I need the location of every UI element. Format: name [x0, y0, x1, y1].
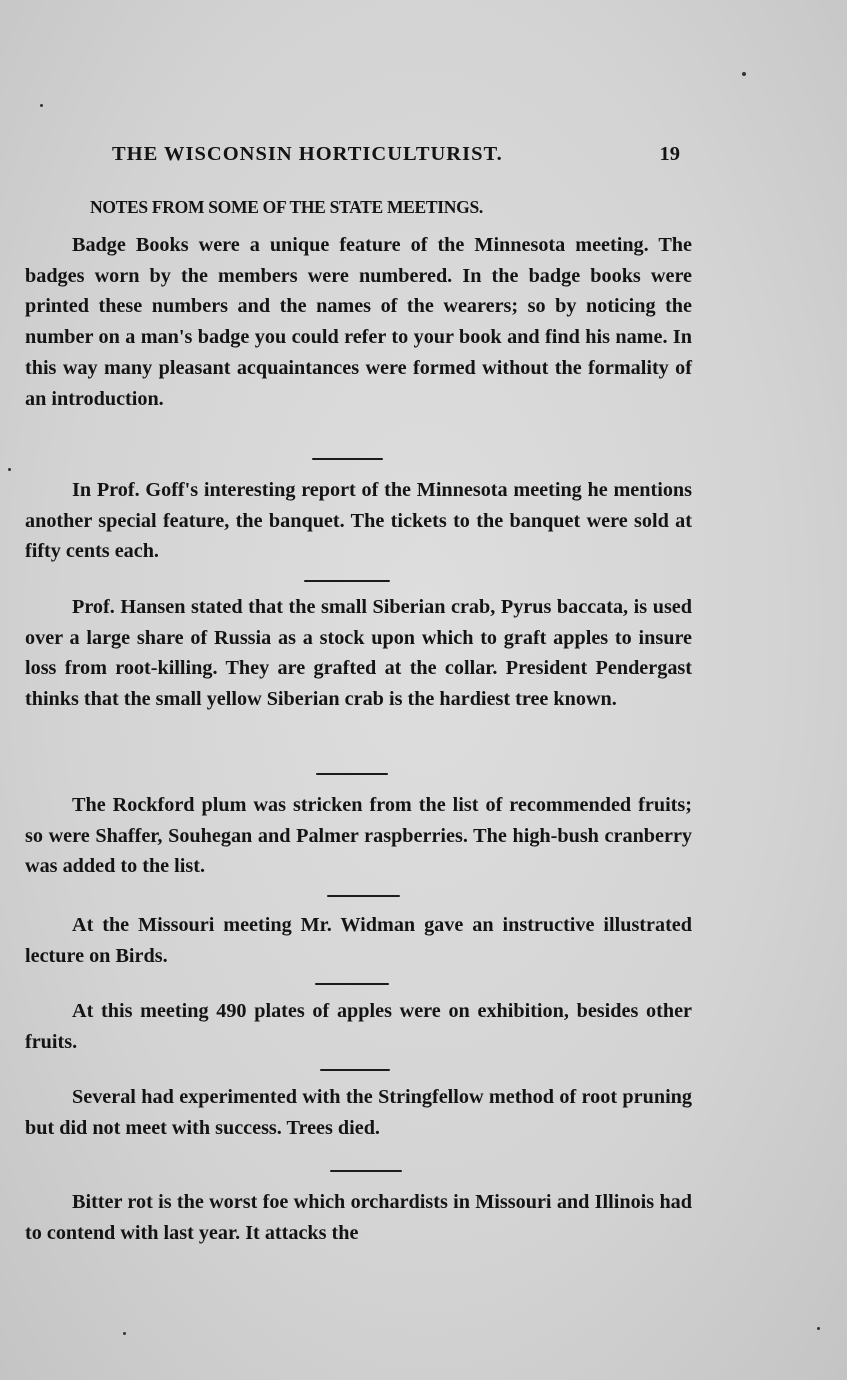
- section-divider: [330, 1170, 402, 1172]
- paragraph-apple-plates: [25, 996, 692, 1057]
- ink-speck: [123, 1332, 126, 1335]
- paragraph-text: At this meeting 490 plates of apples were on exhibition, besides other fruits.: [25, 1000, 692, 1053]
- paragraph-text: At the Missouri meeting Mr. Widman gave an instructive illustrated lecture on Birds.: [25, 914, 692, 967]
- paragraph-root-pruning: [25, 1082, 692, 1143]
- section-divider: [320, 1069, 390, 1071]
- ink-speck: [742, 72, 746, 76]
- paragraph-text: The Rockford plum was stricken from the list of recommended fruits; so were Shaffer, Souhegan and Palmer raspberries. The high-bush cranberry was added to the list.: [25, 794, 692, 878]
- paragraph-rockford-plum: [25, 790, 692, 882]
- ink-speck: [40, 104, 43, 107]
- section-divider: [327, 895, 400, 897]
- section-divider: [312, 458, 383, 460]
- paragraph-bitter-rot: [25, 1187, 692, 1248]
- paragraph-siberian-crab: [25, 592, 692, 715]
- running-head: [112, 143, 682, 177]
- journal-title: THE WISCONSIN HORTICULTURIST.: [112, 143, 503, 165]
- page-number: 19: [659, 143, 680, 165]
- paragraph-badge-books: [25, 230, 692, 414]
- paragraph-text: Bitter rot is the worst foe which orchardists in Missouri and Illinois had to contend with last year. It attacks the: [25, 1191, 692, 1244]
- paragraph-text: Badge Books were a unique feature of the Minnesota meeting. The badges worn by the members were numbered. In the badge books were printed these numbers and the names of the wearers; so by noticing the number on a man's badge you could refer to your book and find his name. In this way many pleasant acquaintances were formed without the formality of an introduction.: [25, 234, 692, 410]
- section-divider: [316, 773, 388, 775]
- ink-speck: [8, 468, 11, 471]
- paragraph-text: Several had experimented with the Stringfellow method of root pruning but did not meet with success. Trees died.: [25, 1086, 692, 1139]
- paragraph-missouri-meeting: [25, 910, 692, 971]
- section-divider: [304, 580, 390, 582]
- paragraph-text: Prof. Hansen stated that the small Siberian crab, Pyrus baccata, is used over a large share of Russia as a stock upon which to graft apples to insure loss from root-killing. They are grafted at the collar. President Pendergast thinks that the small yellow Siberian crab is the hardiest tree known.: [25, 596, 692, 711]
- paragraph-banquet: [25, 475, 692, 567]
- ink-speck: [817, 1327, 820, 1330]
- section-heading: NOTES FROM SOME OF THE STATE MEETINGS.: [90, 197, 483, 217]
- paragraph-text: In Prof. Goff's interesting report of the Minnesota meeting he mentions another special feature, the banquet. The tickets to the banquet were sold at fifty cents each.: [25, 479, 692, 563]
- section-divider: [315, 983, 389, 985]
